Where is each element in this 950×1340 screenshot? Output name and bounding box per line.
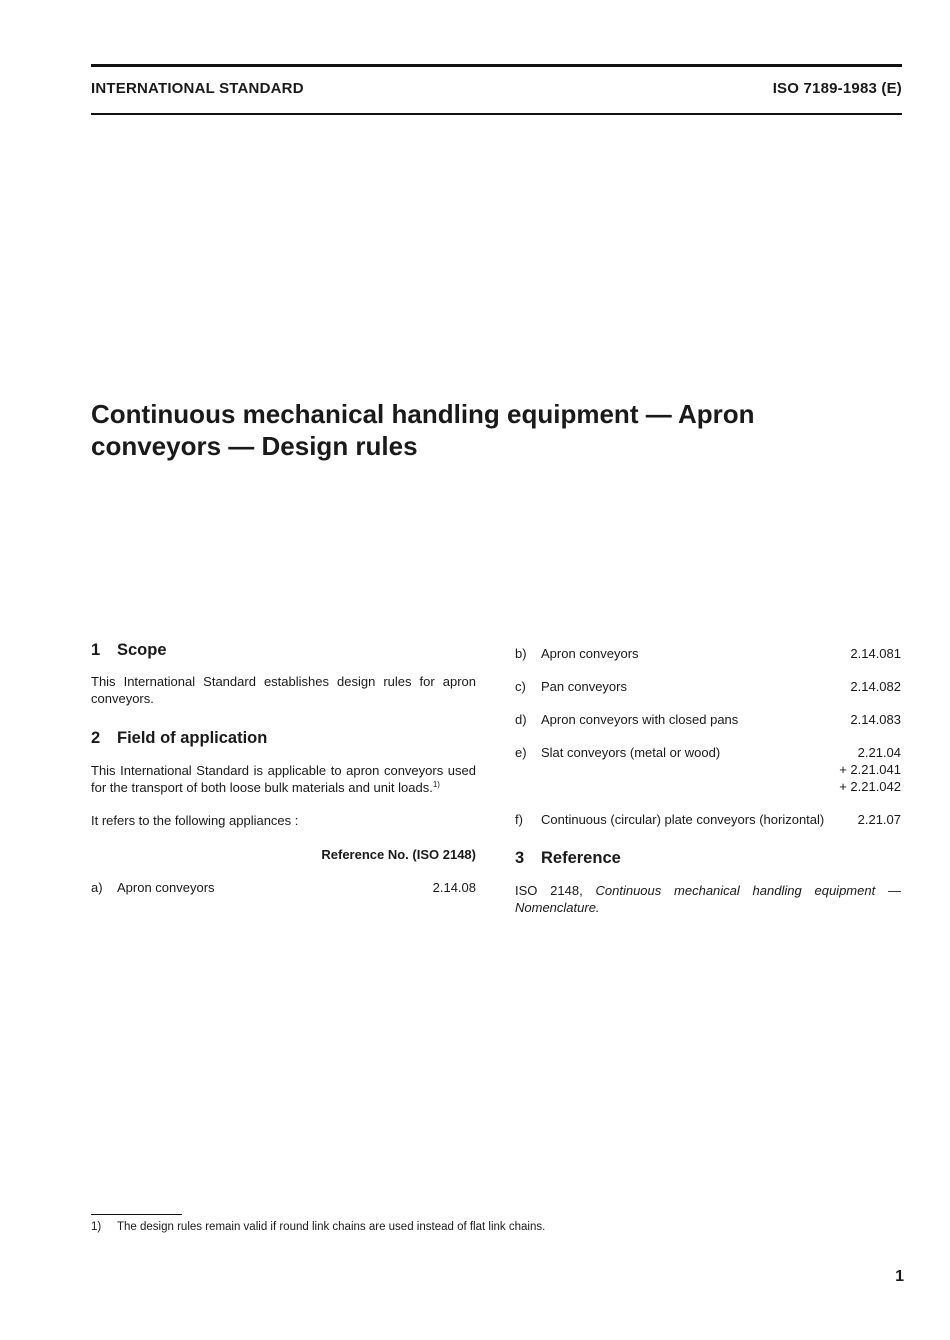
reference-heading [515,850,901,867]
field-number: 2 [91,729,101,747]
document-title [91,398,891,462]
appliance-ref: 2.21.07 [857,812,901,827]
appliance-item [515,811,901,828]
appliance-label: b) [515,646,527,661]
reference-doc-title: Continuous mechanical handling equipment — Nomenclature. [515,883,901,915]
appliance-ref-list [839,744,901,795]
left-column [91,642,476,896]
right-column [515,645,901,916]
appliance-ref: 2.14.082 [850,679,901,694]
ref-column-header: Reference No. (ISO 2148) [321,847,476,862]
header-standard-label: INTERNATIONAL STANDARD [91,80,304,97]
appliance-item [515,645,901,662]
footnote-mark: 1) [91,1221,102,1233]
field-text-body: This International Standard is applicable to apron conveyors used for the transport of both loose bulk materials and unit loads. [91,763,476,795]
reference-heading-text: Reference [541,849,621,867]
appliance-label: d) [515,712,527,727]
refers-text: It refers to the following appliances : [91,813,299,828]
appliance-item [515,711,901,728]
title-line-2: conveyors — Design rules [91,431,418,461]
appliance-label: c) [515,679,526,694]
appliance-ref: + 2.21.041 [839,762,901,777]
scope-number: 1 [91,641,101,659]
scope-text: This International Standard establishes design rules for apron conveyors. [91,674,476,706]
appliance-label: e) [515,745,527,760]
appliance-item [515,678,901,695]
field-heading [91,730,476,747]
page-number: 1 [895,1268,904,1285]
reference-doc: ISO 2148, [515,883,583,898]
field-heading-text: Field of application [117,729,268,747]
scope-heading [91,642,476,659]
appliance-ref: 2.14.083 [850,712,901,727]
appliance-name: Apron conveyors [541,646,639,661]
appliance-ref: 2.14.08 [432,880,476,895]
scope-heading-text: Scope [117,641,167,659]
reference-text [515,882,901,916]
appliance-name: Continuous (circular) plate conveyors (horizontal) [541,812,825,827]
footnote [91,1221,545,1233]
footnote-rule [91,1214,182,1215]
appliance-ref: 2.14.081 [850,646,901,661]
appliance-label: a) [91,880,103,895]
header-document-id: ISO 7189-1983 (E) [772,80,902,97]
appliance-ref: 2.21.04 [857,745,901,760]
reference-number: 3 [515,849,525,867]
footnote-text: The design rules remain valid if round link chains are used instead of flat link chains. [117,1221,546,1233]
header-top-rule [91,64,902,67]
appliance-ref: + 2.21.042 [839,779,901,794]
title-line-1: Continuous mechanical handling equipment — Apron [91,399,755,429]
appliance-item [515,744,901,795]
appliance-name: Pan conveyors [541,679,627,694]
appliance-name: Apron conveyors [117,880,215,895]
appliance-name: Apron conveyors with closed pans [541,712,739,727]
field-text [91,762,476,796]
footnote-reference[interactable]: 1) [432,780,440,789]
appliance-name: Slat conveyors (metal or wood) [541,745,721,760]
header-bottom-rule [91,113,902,115]
appliance-label: f) [515,812,523,827]
appliance-item [91,879,476,896]
